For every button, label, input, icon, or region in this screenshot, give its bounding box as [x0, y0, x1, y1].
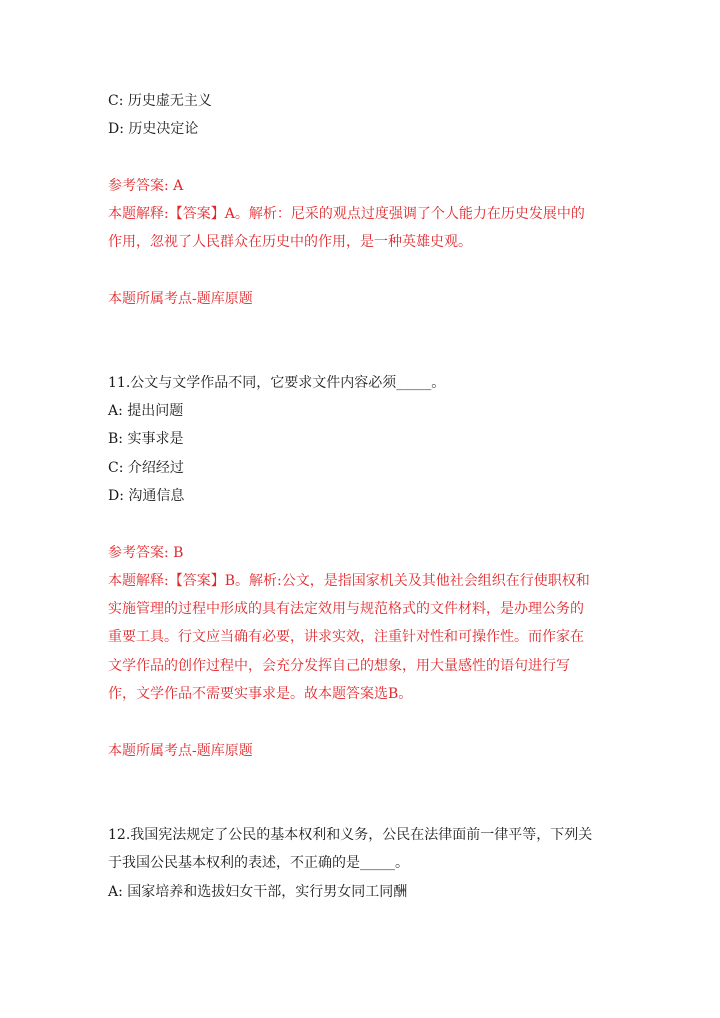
q12-stem-line-1: 12.我国宪法规定了公民的基本权利和义务，公民在法律面前一律平等，下列关 — [108, 827, 593, 843]
q11-option-d: D: 沟通信息 — [108, 488, 185, 504]
q11-stem: 11.公文与文学作品不同，它要求文件内容必须_____。 — [108, 375, 446, 391]
q11-option-b: B: 实事求是 — [108, 431, 184, 447]
q10-source: 本题所属考点-题库原题 — [108, 291, 253, 307]
q11-source: 本题所属考点-题库原题 — [108, 743, 253, 759]
q11-option-a: A: 提出问题 — [108, 403, 184, 419]
q11-explanation-line-2: 实施管理的过程中形成的具有法定效用与规范格式的文件材料，是办理公务的 — [108, 601, 584, 617]
q10-explanation-line-1: 本题解释:【答案】A。解析：尼采的观点过度强调了个人能力在历史发展中的 — [108, 206, 585, 222]
q11-explanation-line-1: 本题解释:【答案】B。解析:公文，是指国家机关及其他社会组织在行使职权和 — [108, 573, 590, 589]
q10-answer: 参考答案: A — [108, 178, 184, 194]
q11-explanation-line-5: 作，文学作品不需要实事求是。故本题答案选B。 — [108, 686, 413, 702]
q12-stem-line-2: 于我国公民基本权利的表述，不正确的是_____。 — [108, 855, 409, 871]
q10-option-c: C: 历史虚无主义 — [108, 93, 212, 109]
q10-option-d: D: 历史决定论 — [108, 121, 199, 137]
q11-answer: 参考答案: B — [108, 545, 184, 561]
q12-option-a: A: 国家培养和选拔妇女干部，实行男女同工同酬 — [108, 884, 408, 900]
q11-option-c: C: 介绍经过 — [108, 460, 184, 476]
q11-explanation-line-4: 文学作品的创作过程中，会充分发挥自己的想象，用大量感性的语句进行写 — [108, 658, 570, 674]
q11-explanation-line-3: 重要工具。行文应当确有必要，讲求实效，注重针对性和可操作性。而作家在 — [108, 629, 584, 645]
q10-explanation-line-2: 作用，忽视了人民群众在历史中的作用，是一种英雄史观。 — [108, 234, 472, 250]
